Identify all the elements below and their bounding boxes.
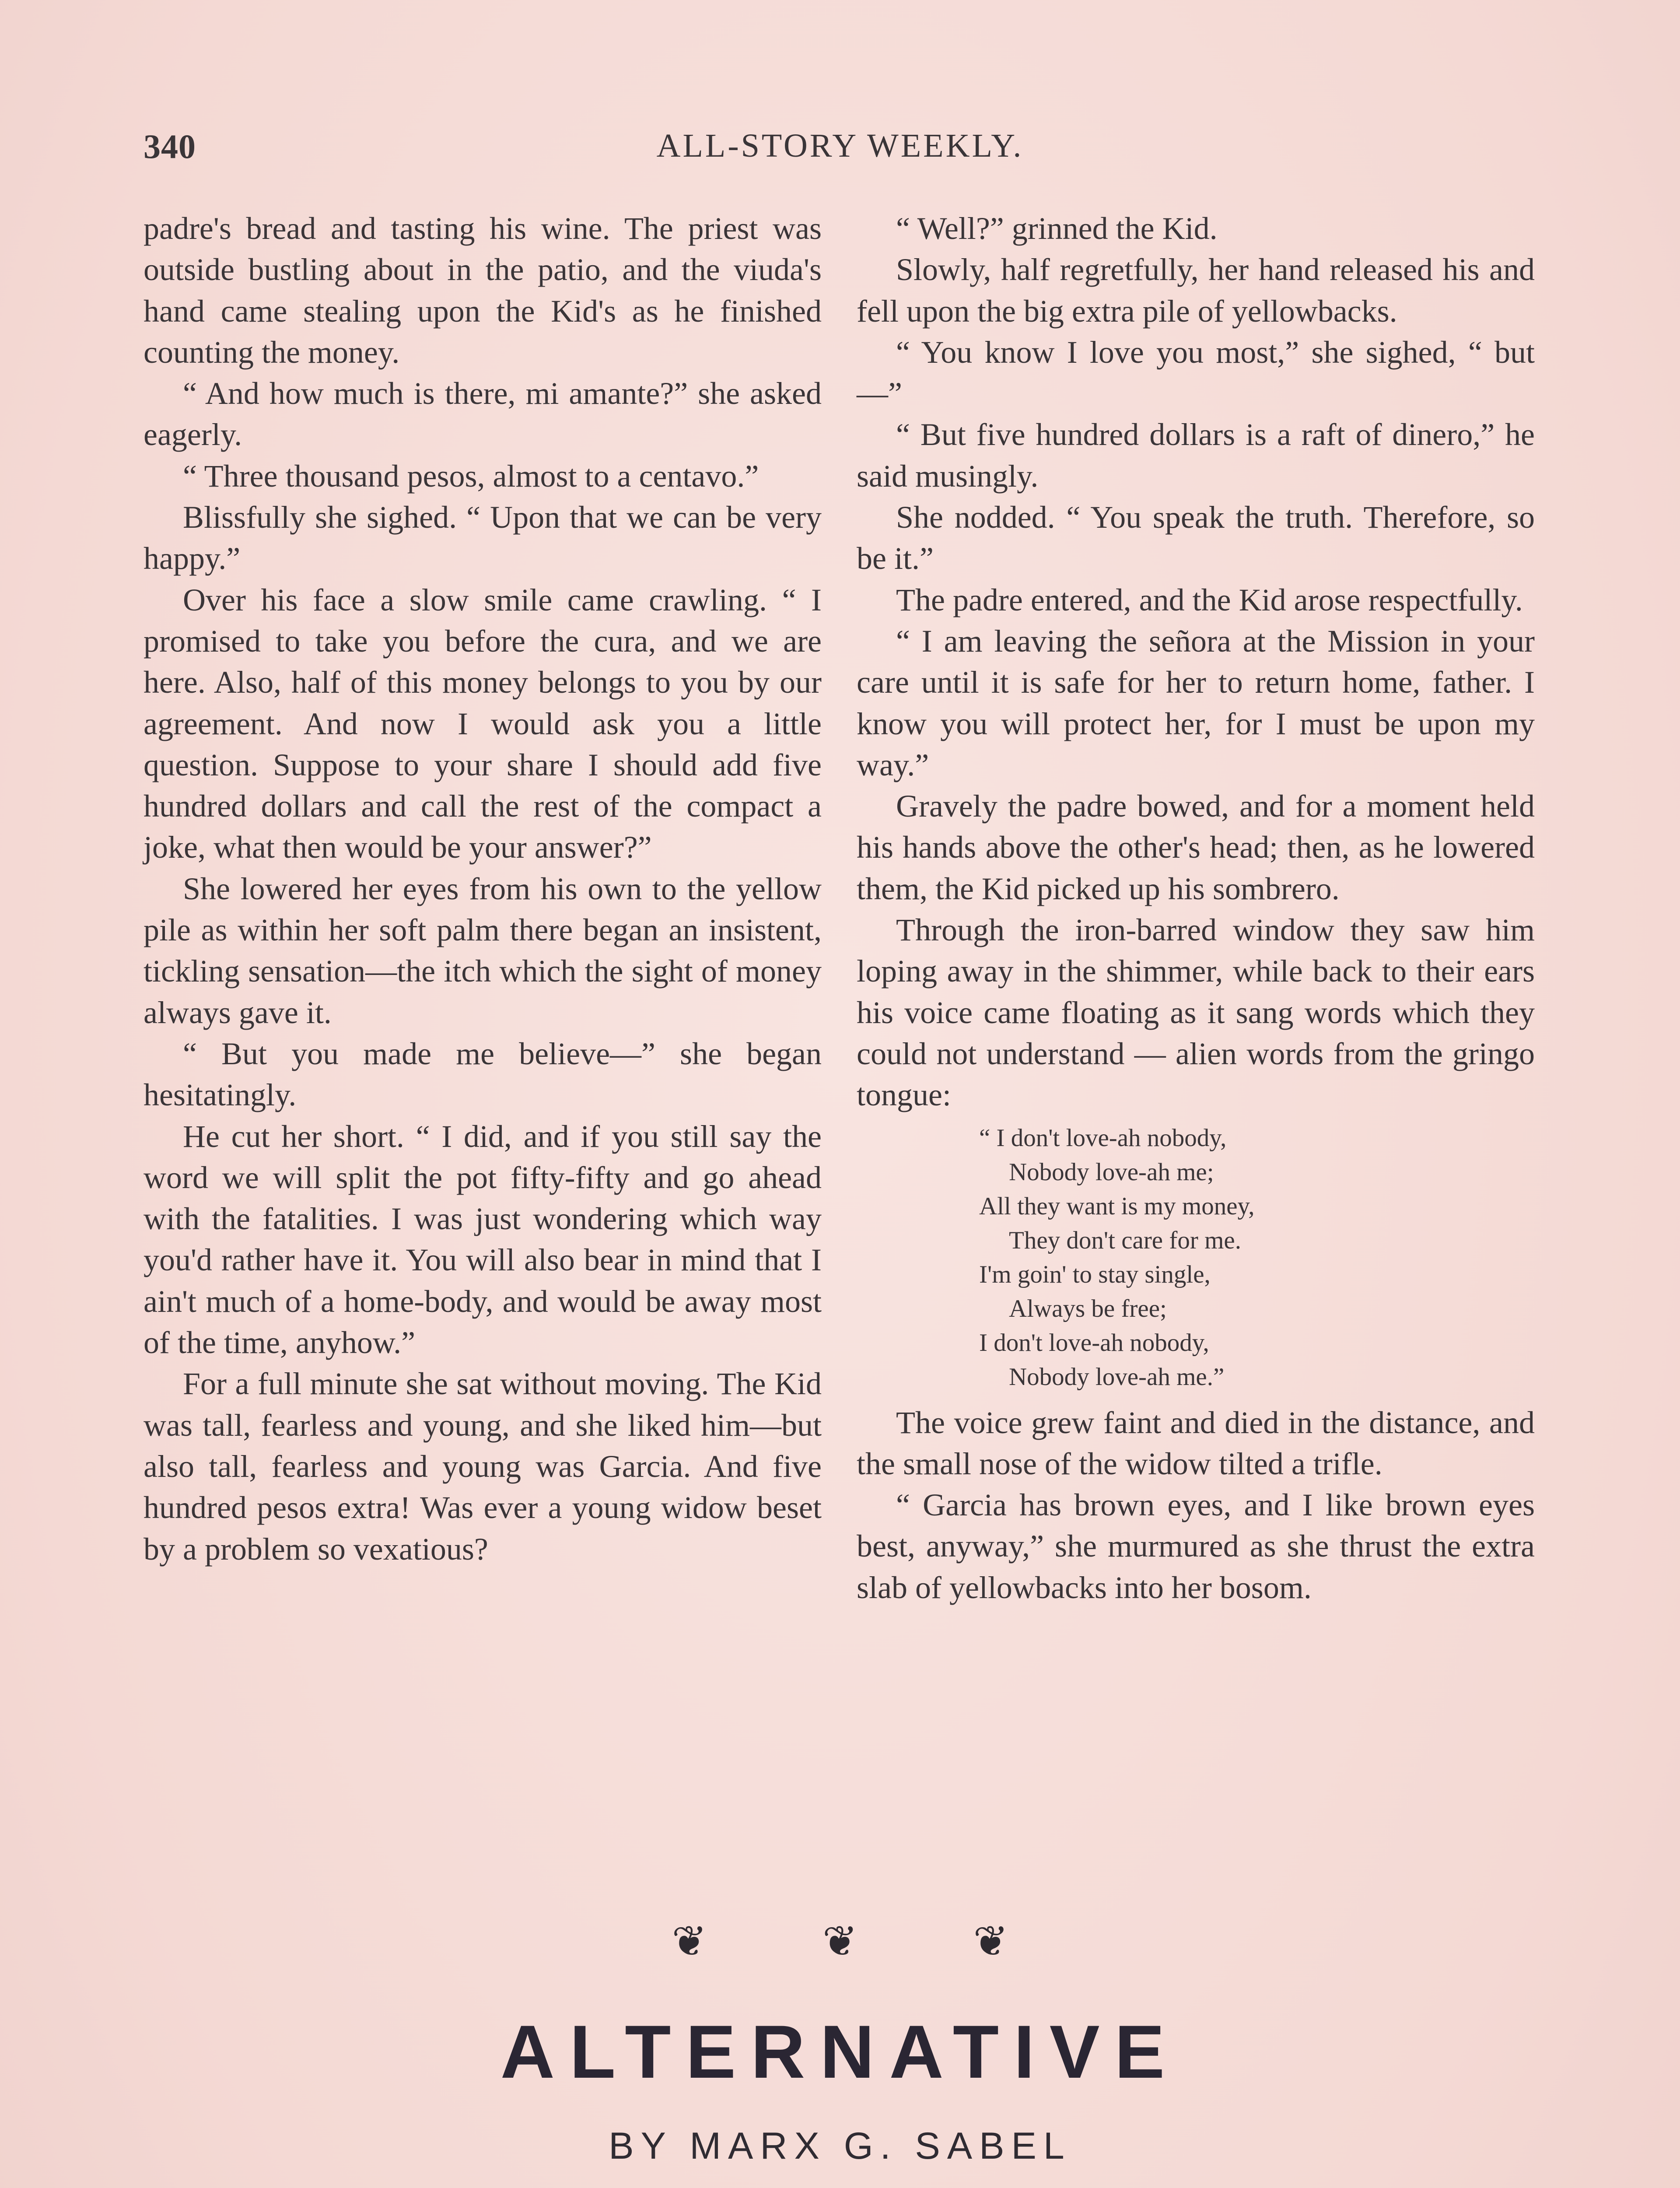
- fleuron-icon: ❦: [672, 1918, 707, 1965]
- song-line: I'm goin' to stay single,: [979, 1260, 1211, 1288]
- paragraph: “ You know I love you most,” she sighed, “ but—”: [857, 334, 1535, 411]
- paragraph: “ Well?” grinned the Kid.: [896, 211, 1218, 246]
- fleuron-icon: ❦: [973, 1918, 1008, 1965]
- page-header: [144, 127, 1536, 175]
- paragraph: For a full minute she sat without moving. The Kid was tall, fearless and young, and she liked him—but also tall, fearless and young was Garcia. And five hundred pesos extra! Was ever a young widow beset by a problem so vexatious?: [144, 1366, 822, 1567]
- poem-title: ALTERNATIVE: [500, 2010, 1180, 2094]
- fleuron-icon: ❦: [822, 1918, 858, 1965]
- paragraph: padre's bread and tasting his wine. The priest was outside bustling about in the patio, and the viuda's hand came stealing upon the Kid's as he finished counting the money.: [144, 211, 822, 370]
- left-column: [144, 208, 822, 1570]
- song-line: All they want is my money,: [979, 1192, 1255, 1220]
- song-line: “ I don't love-ah nobody,: [979, 1124, 1227, 1152]
- paragraph: Slowly, half regretfully, her hand released his and fell upon the big extra pile of yellowbacks.: [857, 252, 1535, 329]
- paragraph: “ Three thousand pesos, almost to a centavo.”: [183, 458, 759, 494]
- paragraph: “ Garcia has brown eyes, and I like brown eyes best, anyway,” she murmured as she thrust the extra slab of yellowbacks into her bosom.: [857, 1487, 1535, 1605]
- song-line: Nobody love-ah me.”: [1009, 1363, 1225, 1391]
- running-title: ALL-STORY WEEKLY.: [656, 127, 1024, 164]
- paragraph: “ I am leaving the señora at the Mission in your care until it is safe for her to return home, father. I know you will protect her, for I must be upon my way.”: [857, 623, 1535, 782]
- paragraph: Gravely the padre bowed, and for a moment held his hands above the other's head; then, as he lowered them, the Kid picked up his sombrero.: [857, 789, 1535, 906]
- paragraph: Blissfully she sighed. “ Upon that we can be very happy.”: [144, 500, 822, 576]
- song-line: Nobody love-ah me;: [1009, 1158, 1214, 1186]
- page-number: 340: [144, 127, 196, 165]
- paragraph: Through the iron-barred window they saw him loping away in the shimmer, while back to their ears his voice came floating as it sang words which they could not understand — alien words from the gringo tongue:: [857, 912, 1535, 1113]
- song-line: I don't love-ah nobody,: [979, 1329, 1209, 1357]
- paragraph: She lowered her eyes from his own to the yellow pile as within her soft palm there began an insistent, tickling sensation—the itch which the sight of money always gave it.: [144, 871, 822, 1030]
- paragraph: “ And how much is there, mi amante?” she asked eagerly.: [144, 376, 822, 452]
- song-verse: [979, 1121, 1535, 1394]
- song-line: They don't care for me.: [1009, 1226, 1241, 1254]
- paragraph: The voice grew faint and died in the distance, and the small nose of the widow tilted a trifle.: [857, 1405, 1535, 1481]
- right-column: [857, 208, 1535, 1608]
- paragraph: The padre entered, and the Kid arose respectfully.: [896, 582, 1523, 617]
- paragraph: She nodded. “ You speak the truth. Therefore, so be it.”: [857, 500, 1535, 576]
- paragraph: Over his face a slow smile came crawling. “ I promised to take you before the cura, and we are here. Also, half of this money belongs to you by our agreement. And now I would ask you a little question. Suppose to your share I should add five hundred dollars and call the rest of the compact a joke, what then would be your answer?”: [144, 582, 822, 865]
- song-line: Always be free;: [1009, 1294, 1167, 1322]
- paragraph: He cut her short. “ I did, and if you still say the word we will split the pot fifty-fifty and go ahead with the fatalities. I was just wondering which way you'd rather have it. You will also bear in mind that I ain't much of a home-body, and would be away most of the time, anyhow.”: [144, 1119, 822, 1360]
- paragraph: “ But five hundred dollars is a raft of dinero,” he said musingly.: [857, 417, 1535, 494]
- section-divider: [0, 1917, 1680, 1966]
- poem-byline: BY MARX G. SABEL: [609, 2125, 1071, 2167]
- paragraph: “ But you made me believe—” she began hesitatingly.: [144, 1036, 822, 1113]
